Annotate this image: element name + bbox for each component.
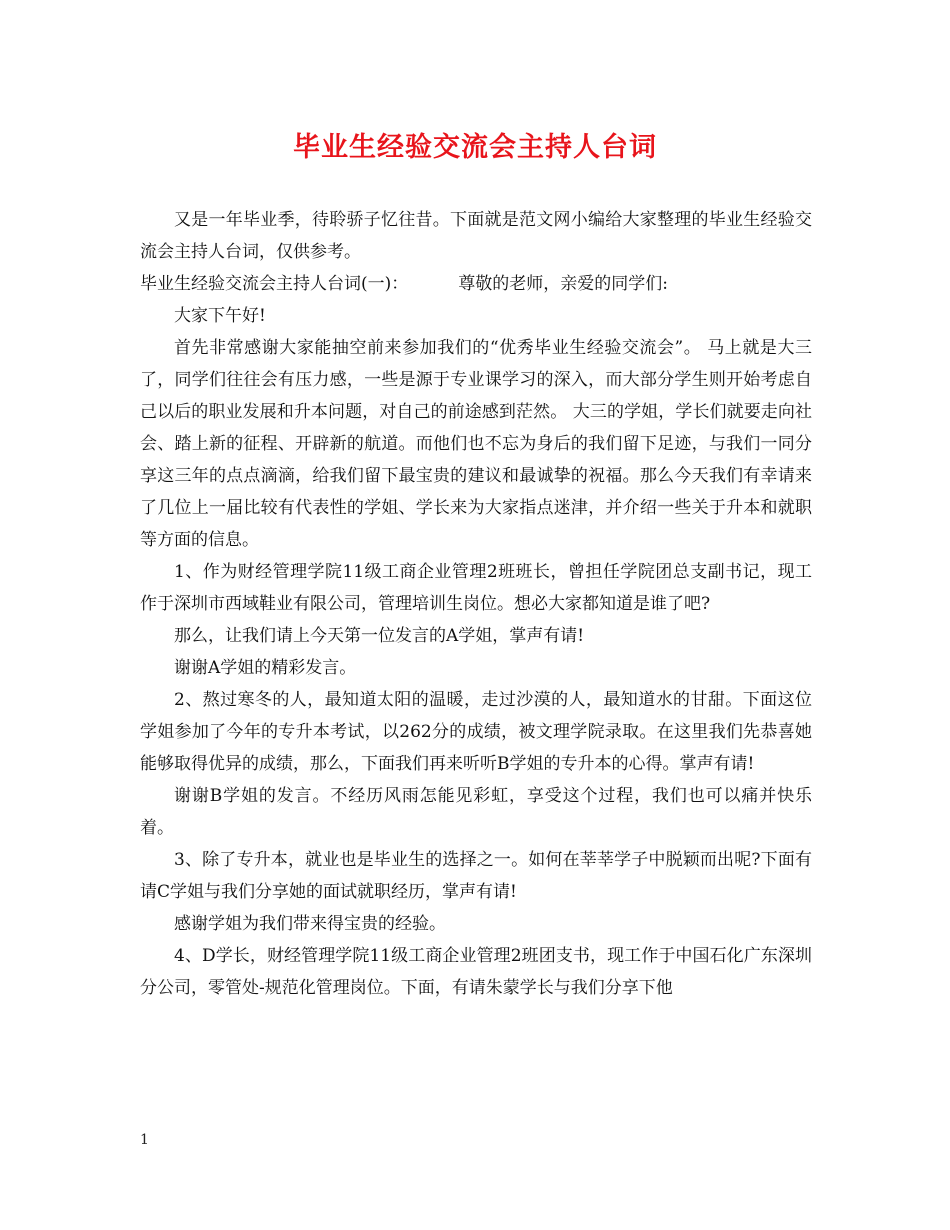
greeting: 尊敬的老师，亲爱的同学们: <box>458 274 668 294</box>
document-body <box>140 204 812 1004</box>
paragraph-speaker-2: 2、熬过寒冬的人，最知道太阳的温暖，走过沙漠的人，最知道水的甘甜。下面这位学姐参加了今年的专升本考试，以262分的成绩，被文理学院录取。在这里我们先恭喜她能够取得优异的成绩，那么，下面我们再来听听B学姐的专升本的心得。掌声有请! <box>140 690 812 774</box>
paragraph-invite-a: 那么，让我们请上今天第一位发言的A学姐，掌声有请! <box>174 626 585 646</box>
paragraph-speaker-3: 3、除了专升本，就业也是毕业生的选择之一。如何在莘莘学子中脱颖而出呢?下面有请C学姐与我们分享她的面试就职经历，掌声有请! <box>140 850 812 902</box>
paragraph-thanks-c: 感谢学姐为我们带来得宝贵的经验。 <box>174 914 446 934</box>
section-heading-line <box>140 268 812 300</box>
paragraph-thanks-a: 谢谢A学姐的精彩发言。 <box>174 658 357 678</box>
intro-paragraph: 又是一年毕业季，待聆骄子忆往昔。下面就是范文网小编给大家整理的毕业生经验交流会主持人台词，仅供参考。 <box>140 210 812 262</box>
document-title: 毕业生经验交流会主持人台词 <box>293 132 657 163</box>
paragraph-opening: 首先非常感谢大家能抽空前来参加我们的“优秀毕业生经验交流会”。 马上就是大三了，同学们往往会有压力感，一些是源于专业课学习的深入，而大部分学生则开始考虑自己以后的职业发展和升本问题，对自己的前途感到茫然。 大三的学姐，学长们就要走向社会、踏上新的征程、开辟新的航道。而他们也不忘为身后的我们留下足迹，与我们一同分享这三年的点点滴滴，给我们留下最宝贵的建议和最诚挚的祝福。那么今天我们有幸请来了几位上一届比较有代表性的学姐、学长来为大家指点迷津，并介绍一些关于升本和就职等方面的信息。 <box>140 338 812 550</box>
page-number: 1 <box>140 1132 149 1148</box>
paragraph-hello: 大家下午好! <box>174 306 266 326</box>
paragraph-thanks-b: 谢谢B学姐的发言。不经历风雨怎能见彩虹，享受这个过程，我们也可以痛并快乐着。 <box>140 786 812 838</box>
paragraph-speaker-4: 4、D学长，财经管理学院11级工商企业管理2班团支书，现工作于中国石化广东深圳分公司，零管处-规范化管理岗位。下面，有请朱蒙学长与我们分享下他 <box>140 946 812 998</box>
paragraph-speaker-1: 1、作为财经管理学院11级工商企业管理2班班长，曾担任学院团总支副书记，现工作于深圳市西域鞋业有限公司，管理培训生岗位。想必大家都知道是谁了吧? <box>140 562 812 614</box>
section-heading: 毕业生经验交流会主持人台词(一)： <box>140 274 409 294</box>
